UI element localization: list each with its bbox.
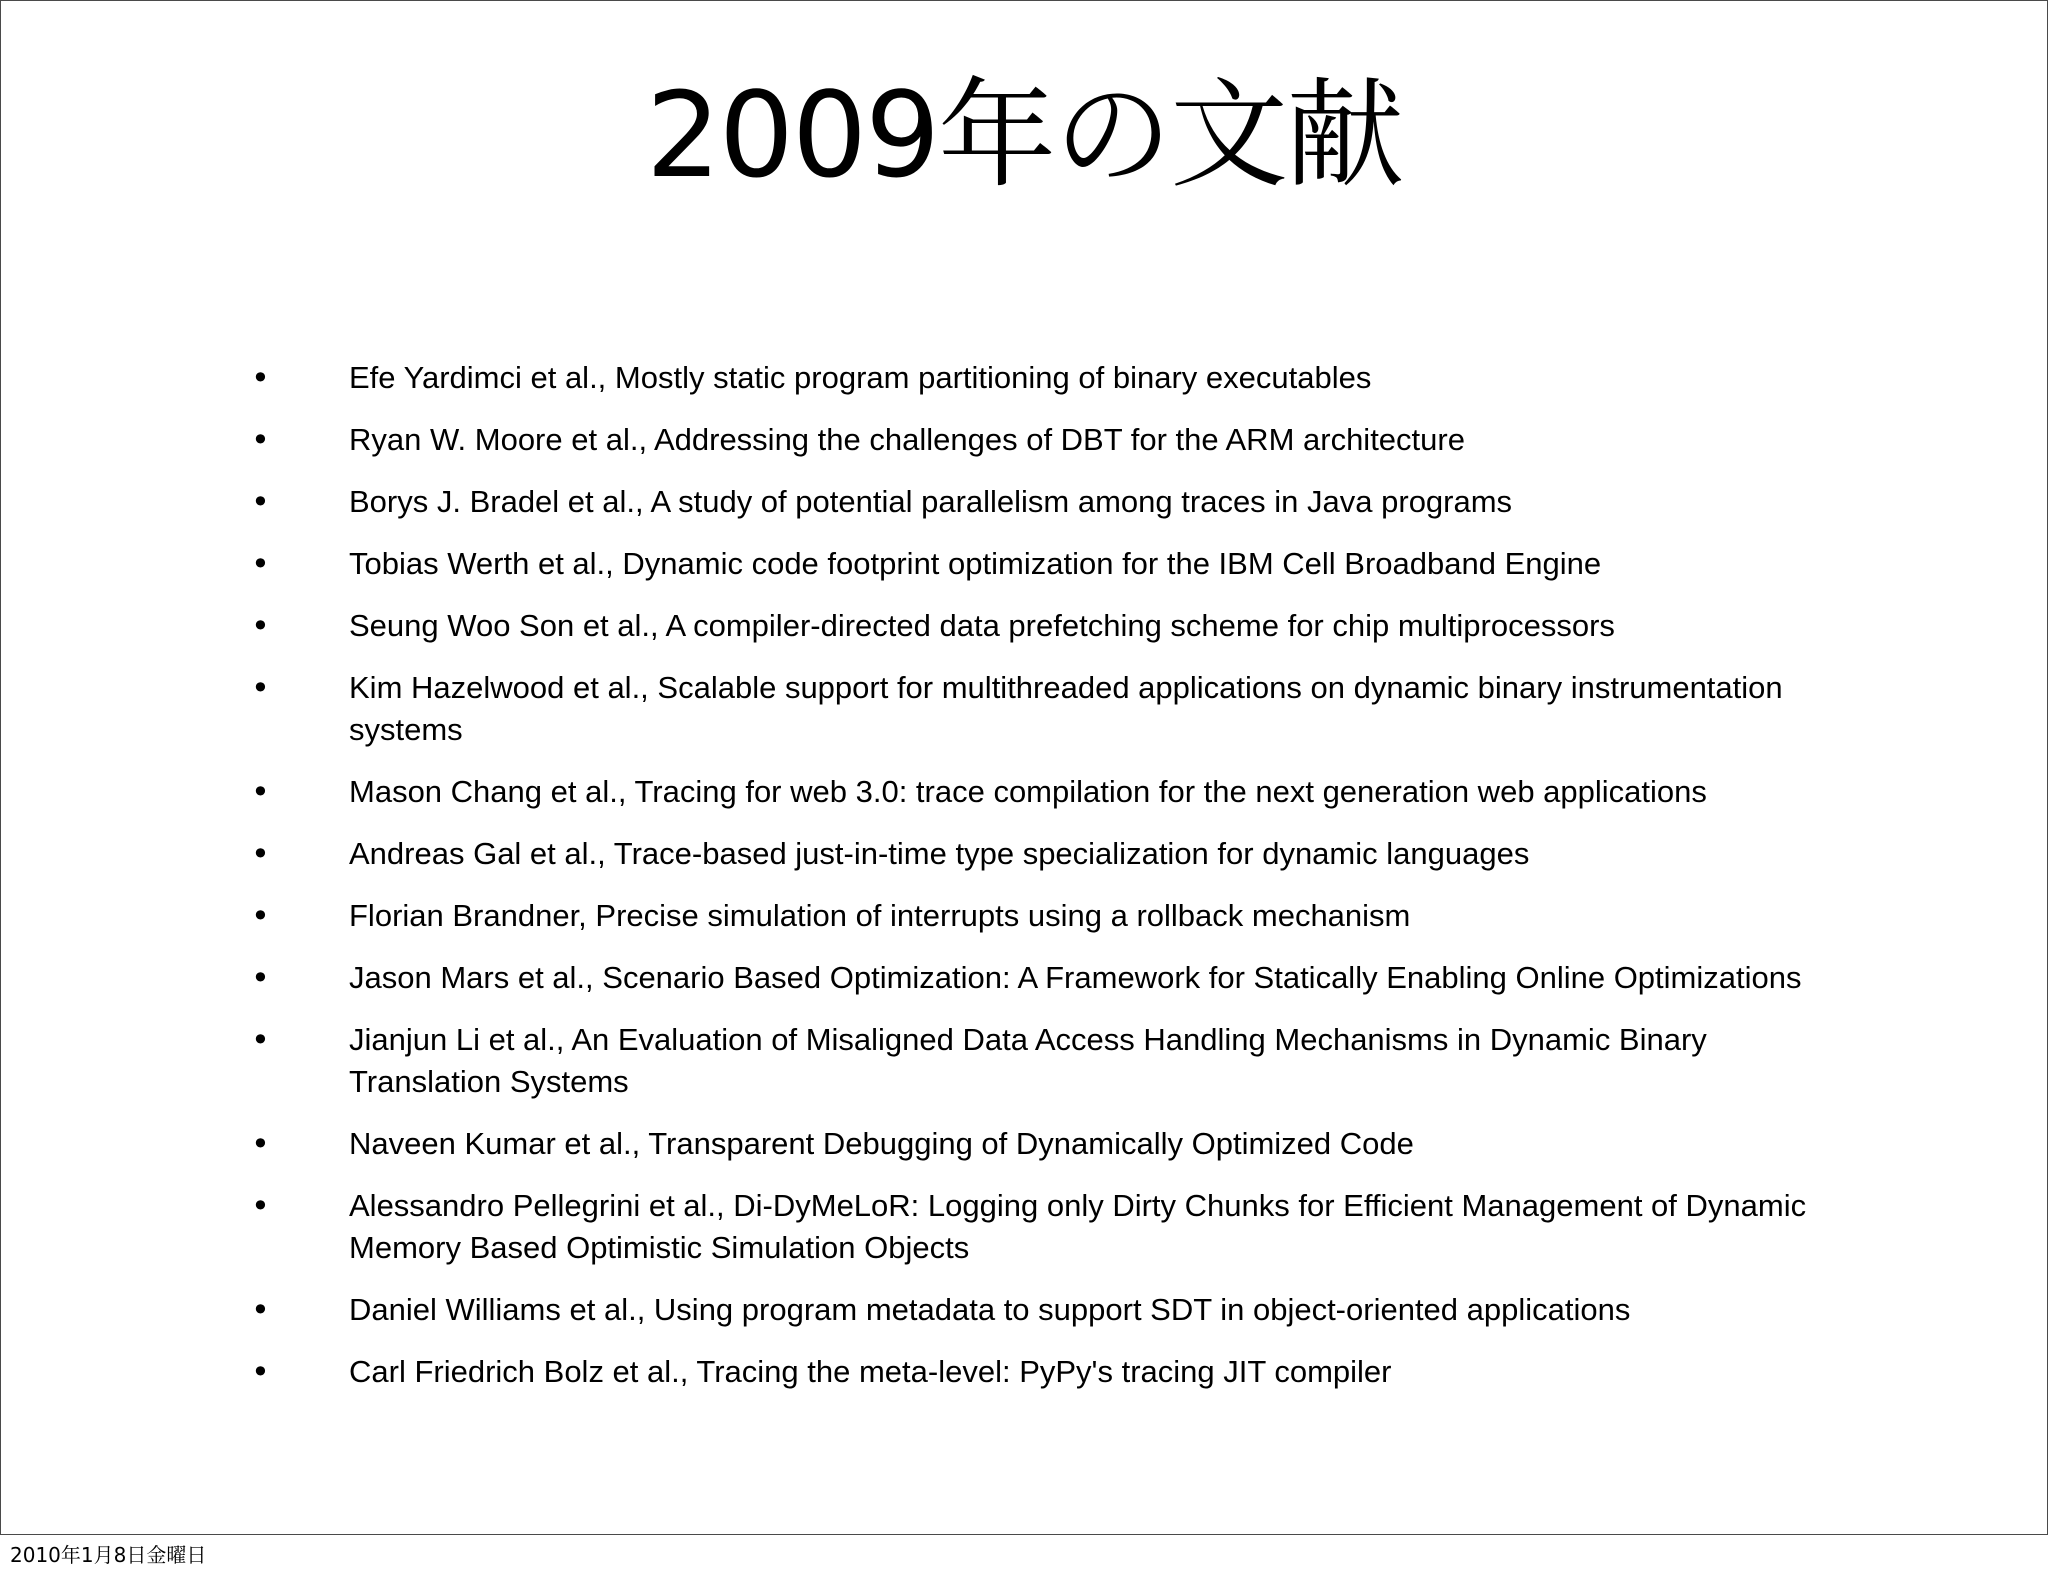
list-item bbox=[251, 1123, 1811, 1165]
bullet-icon: • bbox=[251, 1353, 270, 1391]
bullet-icon: • bbox=[251, 669, 270, 707]
reference-text: Carl Friedrich Bolz et al., Tracing the meta-level: PyPy's tracing JIT compiler bbox=[349, 1354, 1392, 1389]
reference-text: Jianjun Li et al., An Evaluation of Misaligned Data Access Handling Mechanisms in Dynamic Binary Translation Systems bbox=[349, 1022, 1707, 1099]
list-item bbox=[251, 419, 1811, 461]
bullet-icon: • bbox=[251, 1291, 270, 1329]
list-item bbox=[251, 1019, 1811, 1103]
list-item bbox=[251, 771, 1811, 813]
reference-text: Tobias Werth et al., Dynamic code footprint optimization for the IBM Cell Broadband Engine bbox=[349, 546, 1602, 581]
list-item bbox=[251, 481, 1811, 523]
list-item bbox=[251, 895, 1811, 937]
reference-text: Borys J. Bradel et al., A study of potential parallelism among traces in Java programs bbox=[349, 484, 1513, 519]
reference-text: Florian Brandner, Precise simulation of interrupts using a rollback mechanism bbox=[349, 898, 1411, 933]
list-item bbox=[251, 605, 1811, 647]
list-item bbox=[251, 957, 1811, 999]
reference-text: Jason Mars et al., Scenario Based Optimization: A Framework for Statically Enabling Online Optimizations bbox=[349, 960, 1802, 995]
bullet-icon: • bbox=[251, 607, 270, 645]
bullet-icon: • bbox=[251, 1021, 270, 1059]
list-item bbox=[251, 667, 1811, 751]
reference-text: Mason Chang et al., Tracing for web 3.0: trace compilation for the next generation web applications bbox=[349, 774, 1707, 809]
reference-text: Seung Woo Son et al., A compiler-directed data prefetching scheme for chip multiprocessors bbox=[349, 608, 1615, 643]
bullet-icon: • bbox=[251, 545, 270, 583]
reference-text: Naveen Kumar et al., Transparent Debugging of Dynamically Optimized Code bbox=[349, 1126, 1414, 1161]
bullet-icon: • bbox=[251, 421, 270, 459]
list-item bbox=[251, 1185, 1811, 1269]
list-item bbox=[251, 1351, 1811, 1393]
reference-text: Ryan W. Moore et al., Addressing the challenges of DBT for the ARM architecture bbox=[349, 422, 1465, 457]
reference-text: Daniel Williams et al., Using program metadata to support SDT in object-oriented applications bbox=[349, 1292, 1631, 1327]
bullet-icon: • bbox=[251, 773, 270, 811]
list-item bbox=[251, 1289, 1811, 1331]
reference-text: Kim Hazelwood et al., Scalable support for multithreaded applications on dynamic binary instrumentation systems bbox=[349, 670, 1783, 747]
bullet-icon: • bbox=[251, 897, 270, 935]
list-item bbox=[251, 543, 1811, 585]
footer-date: 2010年1月8日金曜日 bbox=[10, 1543, 207, 1567]
reference-text: Alessandro Pellegrini et al., Di-DyMeLoR: Logging only Dirty Chunks for Efficient Management of Dynamic Memory Based Optimistic Simulation Objects bbox=[349, 1188, 1807, 1265]
bullet-icon: • bbox=[251, 835, 270, 873]
bullet-icon: • bbox=[251, 483, 270, 521]
list-item bbox=[251, 833, 1811, 875]
bullet-icon: • bbox=[251, 1187, 270, 1225]
slide-title: 2009年の文献 bbox=[645, 66, 1403, 204]
reference-text: Efe Yardimci et al., Mostly static program partitioning of binary executables bbox=[349, 360, 1372, 395]
bullet-icon: • bbox=[251, 959, 270, 997]
bullet-icon: • bbox=[251, 1125, 270, 1163]
bullet-icon: • bbox=[251, 359, 270, 397]
reference-list bbox=[251, 357, 1811, 1413]
list-item bbox=[251, 357, 1811, 399]
reference-text: Andreas Gal et al., Trace-based just-in-time type specialization for dynamic languages bbox=[349, 836, 1530, 871]
